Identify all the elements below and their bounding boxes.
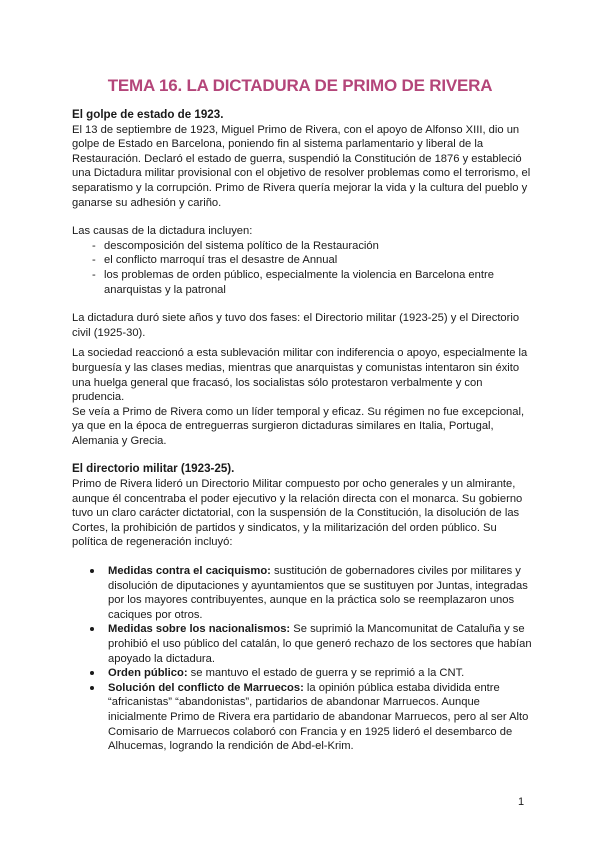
- paragraph-golpe: El 13 de septiembre de 1923, Miguel Primo de Rivera, con el apoyo de Alfonso XIII, dio un golpe de Estado en Barcelona, poniendo fin al sistema parlamentario y liberal de la Restauración. Declaró el estado de guerra, suspendió la Constitución de 1876 y estableció una Dictadura militar provisional con el objetivo de resolver problemas como el terrorismo, el separatismo y la corrupción. Primo de Rivera quería mejorar la vida y la cultura del pueblo y ganarse su adhesión y cariño.: [72, 123, 531, 209]
- list-item: [72, 622, 532, 666]
- paragraph-directorio: Primo de Rivera lideró un Directorio Militar compuesto por ocho generales y un almirante, aunque él concentraba el poder ejecutivo y la relación directa con el monarca. Su gobierno tuvo un claro carácter dictatorial, con la suspensión de la Constitución, la disolución de las Cortes, la prohibición de partidos y sindicatos, y la militarización del orden público. Su política de regeneración incluyó:: [72, 478, 523, 549]
- page-title: TEMA 16. LA DICTADURA DE PRIMO DE RIVERA: [107, 76, 493, 95]
- causes-intro: Las causas de la dictadura incluyen:: [72, 225, 253, 238]
- paragraph-society: La sociedad reaccionó a esta sublevación militar con indiferencia o apoyo, especialmente la burguesía y las clases medias, mientras que anarquistas y comunistas intentaron sin éxito una huelga general que fracasó, los socialistas sólo protestaron verbalmente y con prudencia.: [72, 347, 528, 404]
- measure-label: Solución del conflicto de Marruecos:: [108, 681, 304, 694]
- paragraph-phases: La dictadura duró siete años y tuvo dos fases: el Directorio militar (1923-25) y el Directorio civil (1925-30).: [72, 312, 520, 339]
- measure-text: la opinión pública estaba dividida entre “africanistas” “abandonistas”, partidarios de abandonar Marruecos. Aunque inicialmente Primo de Rivera era partidario de abandonar Marruecos, pero al ser Alto Comisario de Marruecos colaboró con Francia y en 1925 lideró el desembarco de Alhucemas, logrando la rendición de Abd-el-Krim.: [108, 681, 529, 753]
- paragraph-leader: Se veía a Primo de Rivera como un líder temporal y eficaz. Su régimen no fue excepcional, ya que en la época de entreguerras surgieron dictaduras similares en Italia, Portugal, Alemania y Grecia.: [72, 405, 525, 447]
- section-heading-golpe: El golpe de estado de 1923.: [72, 108, 224, 121]
- measure-text: se mantuvo el estado de guerra y se reprimió a la CNT.: [187, 667, 465, 680]
- measure-text: Se suprimió la Mancomunitat de Cataluña y se prohibió el uso público del catalán, lo que generó rechazo de los sectores que habían apoyado la dictadura.: [108, 623, 532, 665]
- section-heading-directorio: El directorio militar (1923-25).: [72, 462, 235, 476]
- page-number: 1: [518, 796, 525, 808]
- measures-list: [72, 564, 532, 754]
- list-item: [72, 564, 532, 622]
- list-item: [72, 666, 532, 681]
- list-item: [72, 681, 532, 754]
- measure-label: Medidas contra el caciquismo:: [108, 565, 271, 578]
- list-item: - el conflicto marroquí tras el desastre de Annual: [72, 253, 532, 268]
- measure-label: Medidas sobre los nacionalismos:: [108, 623, 291, 636]
- causes-list: [72, 239, 532, 297]
- measure-text: sustitución de gobernadores civiles por militares y disolución de diputaciones y ayuntamientos que se sustituyen por Juntas, integradas por los mayores contribuyentes, aunque en la práctica solo se reemplazaron unos caciques por otros.: [108, 565, 528, 621]
- document-body: [72, 108, 532, 754]
- list-item: - los problemas de orden público, especialmente la violencia en Barcelona entre anarquistas y la patronal: [72, 268, 532, 297]
- measure-label: Orden público:: [108, 667, 188, 680]
- list-item: - descomposición del sistema político de la Restauración: [72, 239, 532, 254]
